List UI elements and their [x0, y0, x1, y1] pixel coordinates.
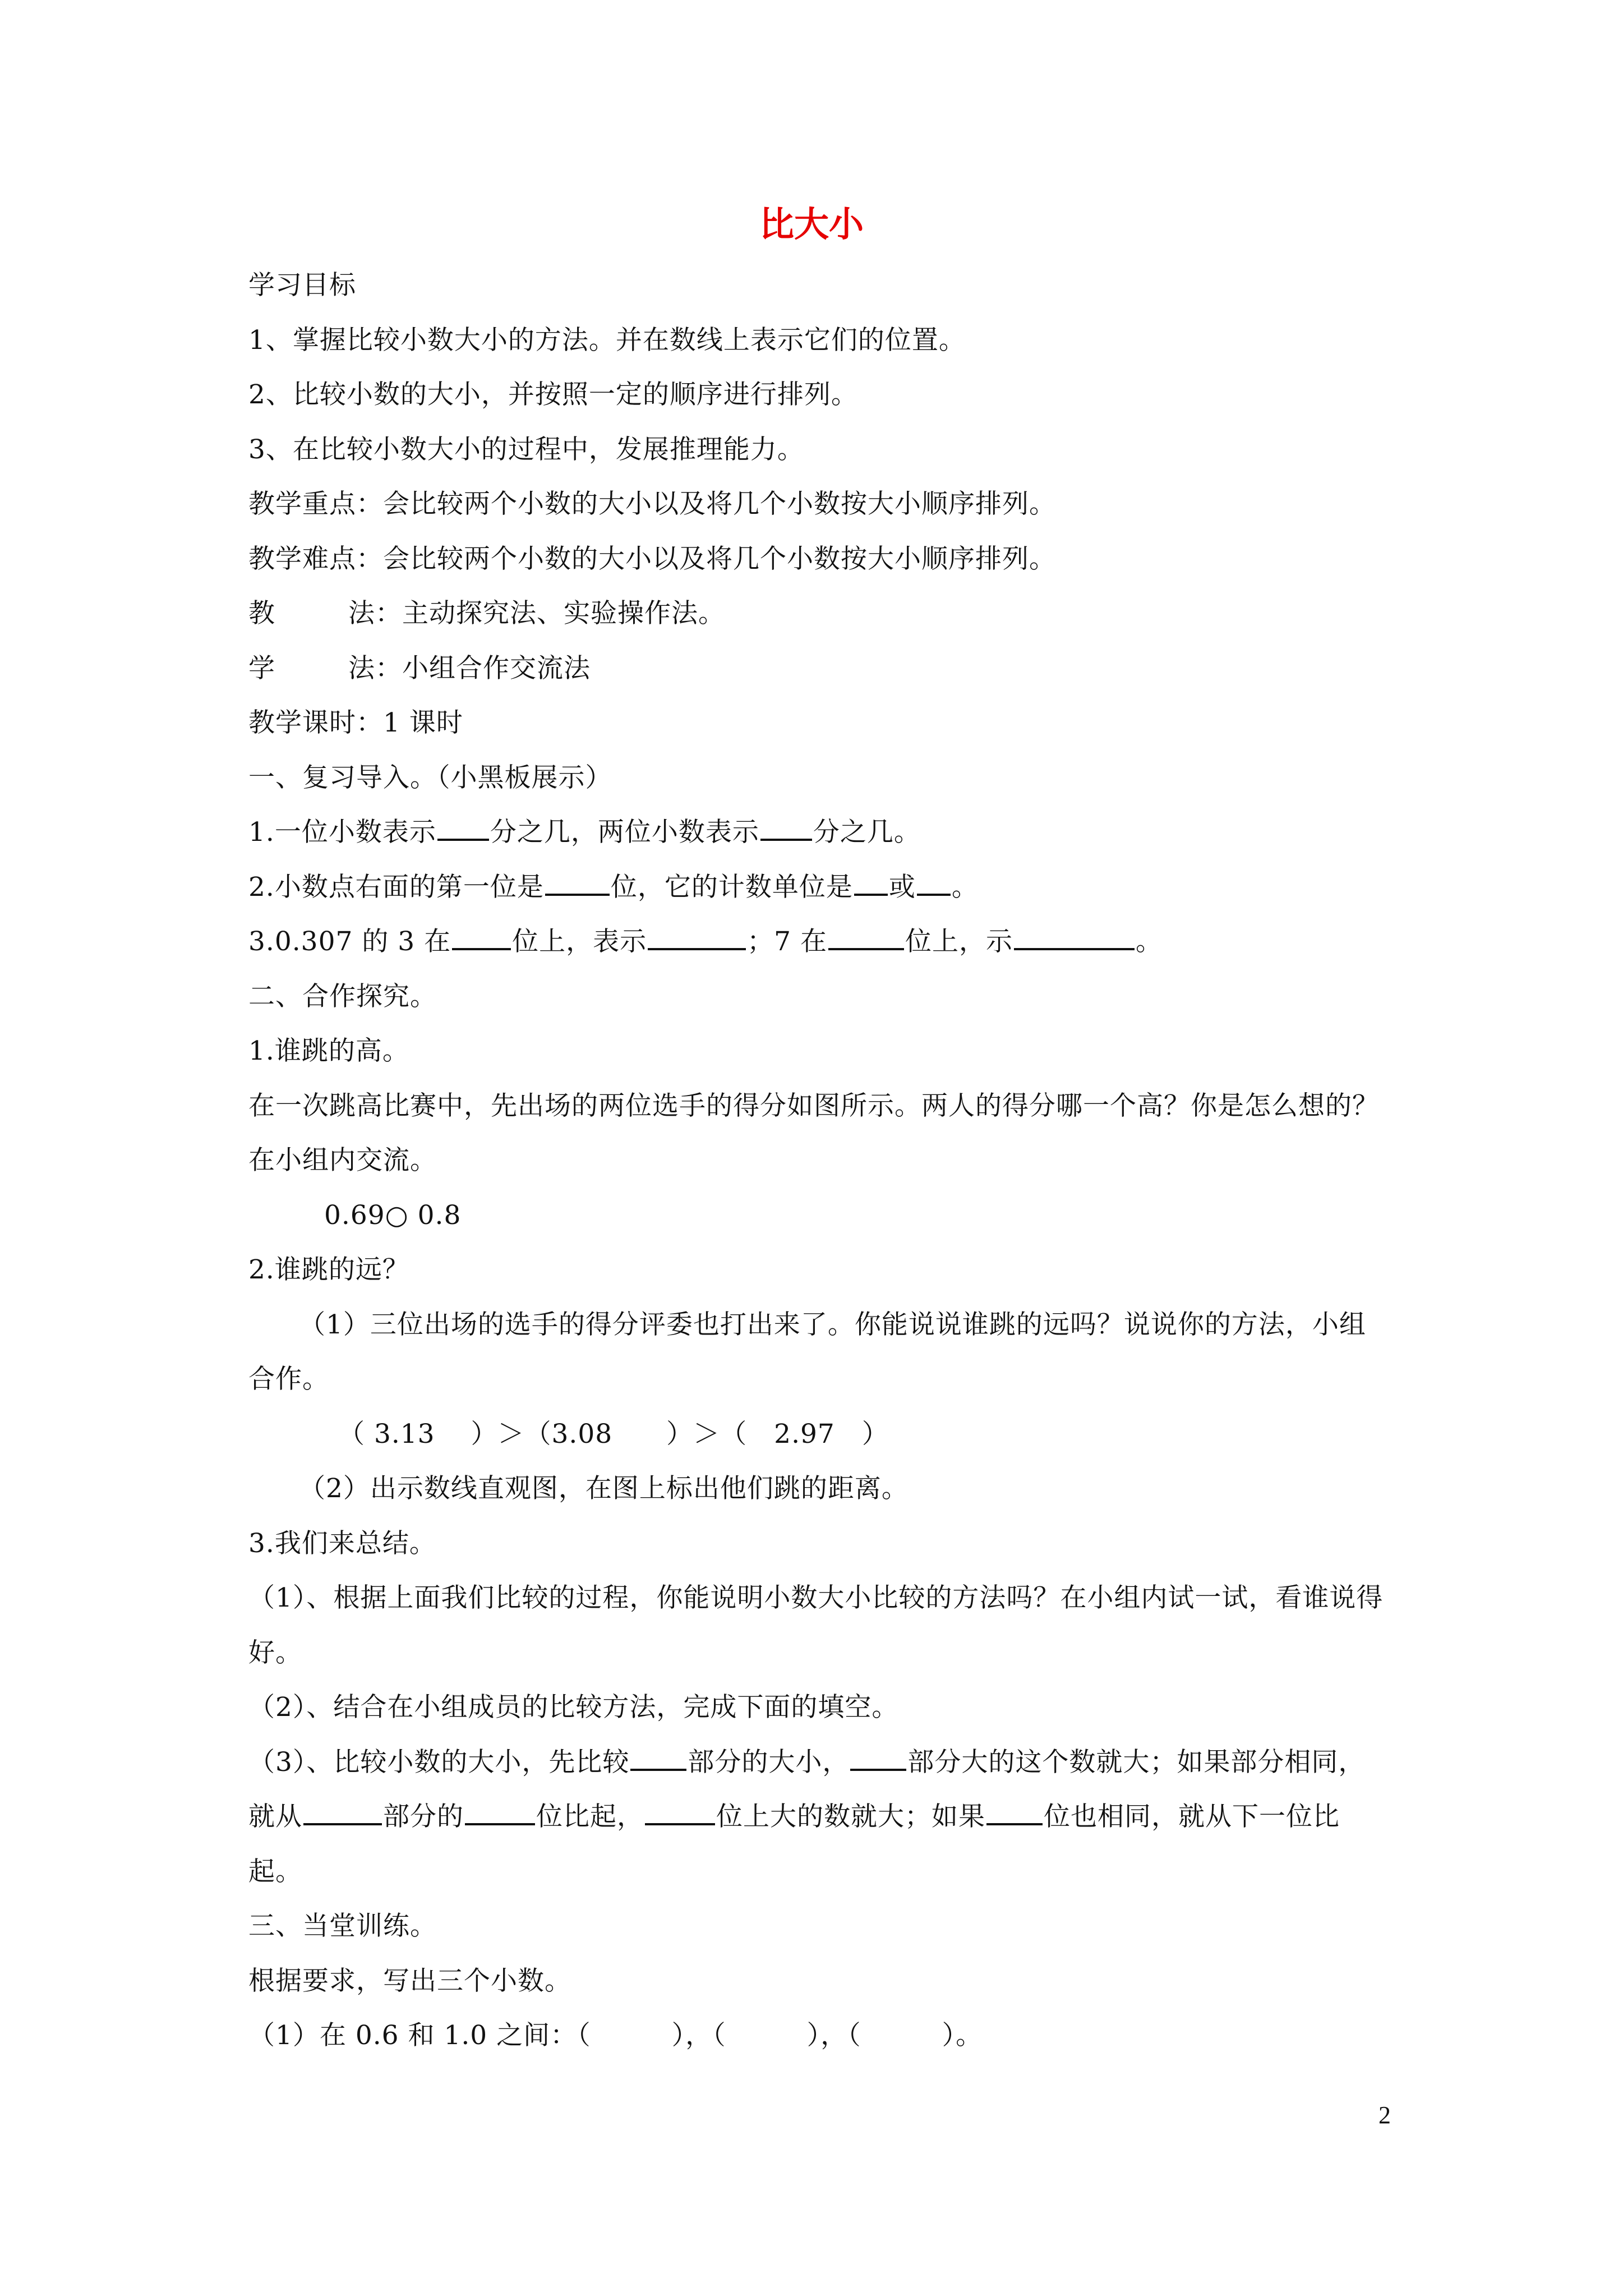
blank[interactable]: [465, 1796, 535, 1825]
teaching-method-label: 教: [248, 598, 275, 629]
learning-method-label: 学: [248, 652, 275, 684]
class-hours: 教学课时：1 课时: [248, 707, 463, 738]
ordering-expression: （ 3.13 ）＞（3.08 ）＞（ 2.97 ）: [338, 1418, 889, 1450]
subsection-summary: 3.我们来总结。: [248, 1527, 436, 1559]
blank[interactable]: [986, 1796, 1043, 1825]
blank[interactable]: [854, 866, 888, 895]
subsection-who-jumped-higher: 1.谁跳的高。: [248, 1036, 409, 1066]
page-title: 比大小: [759, 204, 864, 245]
blank[interactable]: [645, 1796, 715, 1825]
learning-method: [248, 641, 1390, 696]
number-line-instruction: （2）出示数线直观图，在图上标出他们跳的距离。: [299, 1473, 909, 1504]
blank[interactable]: [917, 866, 951, 895]
comparison-expression: 0.69○ 0.8: [324, 1199, 462, 1231]
paragraph-long-jump: （1）三位出场的选手的得分评委也打出来了。你能说说谁跳的远吗？说说你的方法，小组合作。: [248, 1309, 1366, 1395]
teaching-difficulty: 教学难点：会比较两个小数的大小以及将几个小数按大小顺序排列。: [248, 543, 1056, 574]
review-question-1: 1.一位小数表示 分之几，两位小数表示 分之几。: [248, 805, 1390, 860]
summary-question-2: （2）、结合在小组成员的比较方法，完成下面的填空。: [248, 1692, 899, 1723]
summary-question-1: （1）、根据上面我们比较的过程，你能说明小数大小比较的方法吗？在小组内试一试，看谁说得好。: [248, 1582, 1384, 1668]
paragraph-high-jump: 在一次跳高比赛中，先出场的两位选手的得分如图所示。两人的得分哪一个高？你是怎么想的？在小组内交流。: [248, 1090, 1379, 1176]
blank[interactable]: [303, 1796, 382, 1825]
section-heading-practice: 三、当堂训练。: [248, 1911, 437, 1941]
section-heading-explore: 二、合作探究。: [248, 981, 437, 1012]
section-heading-review: 一、复习导入。（小黑板展示）: [248, 762, 612, 793]
goal-item-1: 1、掌握比较小数大小的方法。并在数线上表示它们的位置。: [248, 324, 966, 356]
blank[interactable]: [760, 811, 812, 841]
teaching-focus: 教学重点：会比较两个小数的大小以及将几个小数按大小顺序排列。: [248, 489, 1056, 519]
blank[interactable]: [452, 921, 511, 950]
blank[interactable]: [850, 1741, 906, 1770]
document-body: [248, 258, 1390, 2063]
goal-item-3: 3、在比较小数大小的过程中，发展推理能力。: [248, 434, 804, 465]
practice-instruction: 根据要求，写出三个小数。: [248, 1965, 571, 1996]
goal-item-2: 2、比较小数的大小，并按照一定的顺序进行排列。: [248, 379, 858, 410]
blank[interactable]: [545, 866, 610, 895]
blank[interactable]: [828, 921, 904, 950]
review-question-3: 3.0.307 的 3 在 位上，表示 ；7 在 位上，示 。: [248, 914, 1390, 969]
practice-question-1: （1）在 0.6 和 1.0 之间：（ ），（ ），（ ）。: [248, 2020, 983, 2051]
learning-method-text: 法：小组合作交流法: [348, 652, 591, 684]
blank[interactable]: [630, 1741, 686, 1770]
blank[interactable]: [648, 921, 746, 950]
teaching-method-text: 法：主动探究法、实验操作法。: [348, 598, 725, 629]
blank[interactable]: [1014, 921, 1135, 950]
subsection-who-jumped-farther: 2.谁跳的远？: [248, 1254, 409, 1285]
summary-fill-in: （3）、比较小数的大小，先比较 部分的大小， 部分大的这个数就大；如果部分相同，就从 部分的 位比起， 位上大的数就大；如果 位也相同，就从下一位比起。: [248, 1735, 1390, 1899]
page-number: 2: [1378, 2101, 1391, 2129]
review-question-2: 2.小数点右面的第一位是 位，它的计数单位是 或 。: [248, 860, 1390, 915]
teaching-method: [248, 586, 1390, 641]
blank[interactable]: [437, 811, 489, 841]
section-heading-learning-goals: 学习目标: [248, 270, 356, 301]
